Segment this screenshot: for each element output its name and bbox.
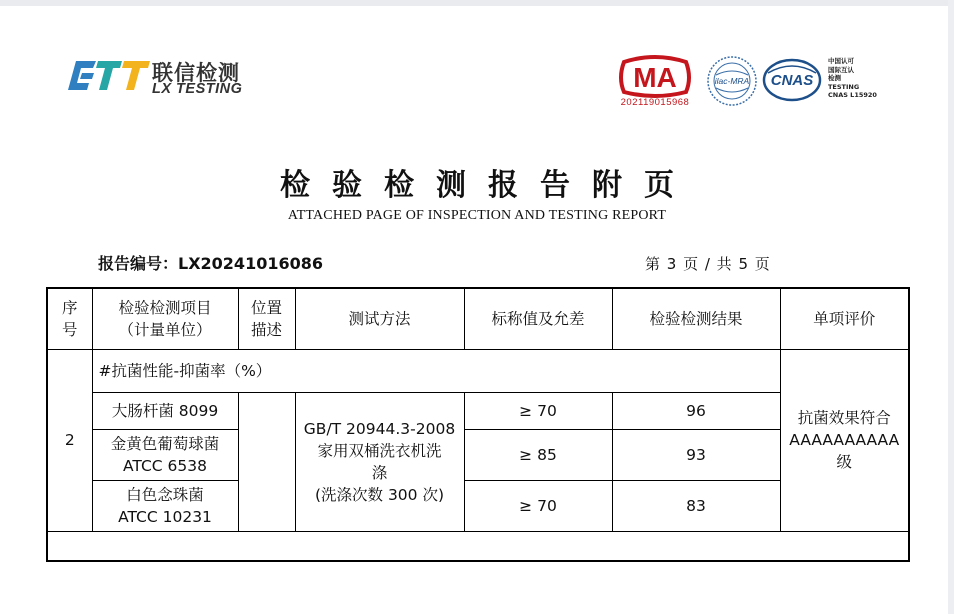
empty-cell bbox=[47, 531, 909, 561]
top-bar bbox=[0, 0, 954, 6]
report-number: 报告编号：LX20241016086 bbox=[98, 254, 323, 273]
table-row-group bbox=[47, 349, 909, 392]
header-method: 测试方法 bbox=[295, 288, 464, 349]
cnas-mark-icon bbox=[762, 57, 822, 103]
cnas-label: CNAS bbox=[770, 72, 814, 89]
results-table bbox=[46, 287, 910, 562]
group-label-cell: #抗菌性能-抑菌率（%） bbox=[92, 349, 780, 392]
item-cell: 白色念珠菌 ATCC 10231 bbox=[92, 480, 238, 531]
method-cell: GB/T 20944.3-2008 家用双桶洗衣机洗 涤 (洗涤次数 300 次) bbox=[295, 392, 464, 531]
table-row bbox=[47, 429, 909, 480]
header-evaluation: 单项评价 bbox=[780, 288, 909, 349]
result-cell: 96 bbox=[612, 392, 780, 429]
page-number: 第 3 页 / 共 5 页 bbox=[645, 255, 771, 273]
result-cell: 83 bbox=[612, 480, 780, 531]
table-header-row bbox=[47, 288, 909, 349]
evaluation-cell: 抗菌效果符合 AAAAAAAAAA 级 bbox=[780, 349, 909, 531]
header-item: 检验检测项目 （计量单位） bbox=[92, 288, 238, 349]
cnas-accreditation-text bbox=[828, 57, 877, 100]
nominal-cell: ≥ 70 bbox=[464, 480, 612, 531]
cnas-text-line: TESTING bbox=[828, 82, 860, 91]
brand-name-en: LX TESTING bbox=[152, 81, 243, 97]
scrollbar-track bbox=[948, 0, 954, 614]
nominal-cell: ≥ 85 bbox=[464, 429, 612, 480]
cma-number: 202119015968 bbox=[620, 97, 690, 108]
table-row bbox=[47, 392, 909, 429]
brand-name-cn: 联信检测 bbox=[152, 61, 240, 85]
header-result: 检验检测结果 bbox=[612, 288, 780, 349]
cnas-text-line: 中国认可 bbox=[828, 57, 854, 65]
cnas-text-line: 国际互认 bbox=[828, 65, 854, 74]
table-empty-row bbox=[47, 531, 909, 561]
result-cell: 93 bbox=[612, 429, 780, 480]
item-cell: 金黄色葡萄球菌 ATCC 6538 bbox=[92, 429, 238, 480]
page-title: 检验检测报告附页 bbox=[280, 168, 696, 203]
cma-label: MA bbox=[633, 62, 677, 93]
seq-cell: 2 bbox=[47, 349, 92, 531]
ilac-mra-icon bbox=[706, 55, 758, 107]
header-nominal: 标称值及允差 bbox=[464, 288, 612, 349]
cnas-text-line: 检测 bbox=[828, 74, 841, 82]
item-cell: 大肠杆菌 8099 bbox=[92, 392, 238, 429]
nominal-cell: ≥ 70 bbox=[464, 392, 612, 429]
table-row bbox=[47, 480, 909, 531]
ilac-label: ilac-MRA bbox=[714, 76, 750, 86]
cnas-text-line: CNAS L15920 bbox=[828, 91, 877, 99]
header-position: 位置 描述 bbox=[238, 288, 295, 349]
header-seq: 序号 bbox=[47, 288, 92, 349]
page-subtitle: ATTACHED PAGE OF INSPECTION AND TESTING REPORT bbox=[287, 208, 667, 223]
position-cell bbox=[238, 392, 295, 531]
